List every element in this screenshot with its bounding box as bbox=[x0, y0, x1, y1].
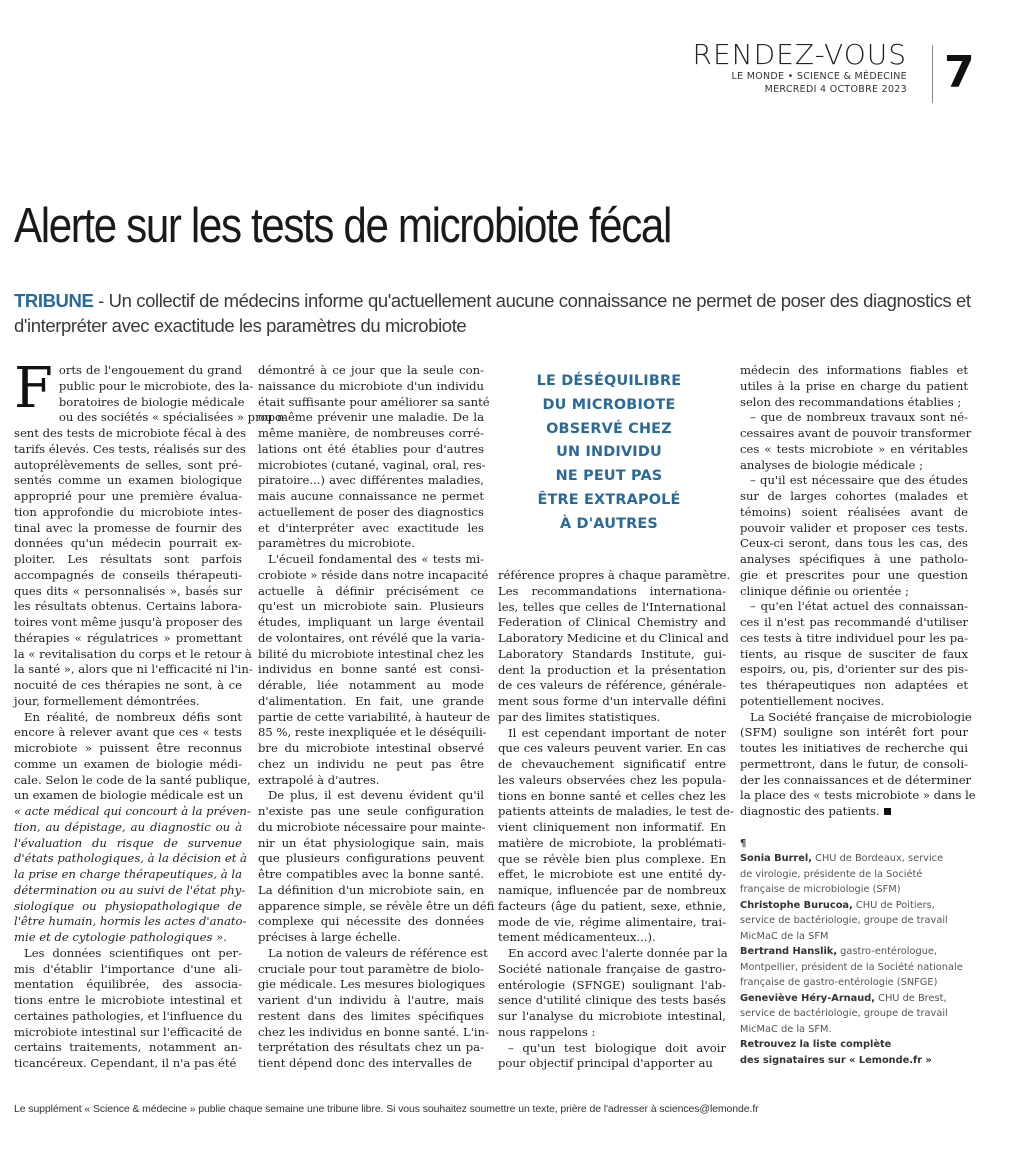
body-text-line: de chevauchement significatif entre bbox=[498, 757, 726, 771]
publication-name: LE MONDE • SCIENCE & MÉDECINE bbox=[731, 71, 907, 82]
body-text-line: terprétation des résultats chez un pa- bbox=[258, 1040, 484, 1055]
body-text-line: référence propres à chaque paramètre. bbox=[498, 568, 731, 582]
body-text-line: détermination ou au suivi de l'état phy- bbox=[14, 882, 246, 897]
page-number: 7 bbox=[944, 47, 975, 98]
body-text-line: bilité du microbiote intestinal chez les bbox=[258, 646, 484, 661]
signatory-name: Sonia Burrel, bbox=[740, 853, 812, 864]
body-text-line: tient dépend donc des intervalles de bbox=[258, 1056, 473, 1070]
body-text-line: apparence simple, se révèle être un défi bbox=[258, 898, 495, 913]
body-text-line: microbiote intestinal sur l'efficacité de bbox=[14, 1024, 242, 1039]
body-text-line: même manière, de nombreuses corré- bbox=[258, 426, 484, 440]
body-text-line: témoins) soient réalisées avant de bbox=[740, 504, 968, 519]
body-text-line: diagnostic des patients. bbox=[740, 804, 968, 820]
body-text-line: Il est cependant important de noter bbox=[508, 725, 726, 740]
body-text-line: tement médicamenteux...). bbox=[498, 930, 656, 945]
body-text-line: par des limites statistiques. bbox=[498, 709, 661, 724]
body-text-line: n'existe pas une seule configuration bbox=[258, 804, 484, 818]
body-text-line: Federation of Clinical Chemistry and bbox=[498, 615, 726, 630]
body-text-line: chez les individus en bonne santé. L'in- bbox=[258, 1024, 489, 1039]
body-text-line: Laboratory Standards Institute, gui- bbox=[498, 646, 726, 661]
body-text-line: était suffisante pour améliorer sa santé bbox=[258, 394, 490, 409]
body-text-line: chez un individu ne peut pas être bbox=[258, 756, 484, 771]
body-text-line: « acte médical qui concourt à la préven- bbox=[14, 804, 251, 818]
body-text-line: d'alimentation. En fait, une grande bbox=[258, 693, 484, 708]
body-text-line: sur de larges cohortes (malades et bbox=[740, 489, 968, 503]
body-text-line: cale. Selon le code de la santé publique, bbox=[14, 772, 251, 787]
body-text-line: qu'est un microbiote sain. Plusieurs bbox=[258, 599, 484, 614]
article-column-4 bbox=[740, 363, 976, 820]
body-text-line: vient cliniquement non informatif. En bbox=[498, 820, 726, 834]
body-text-line: dérable, liée notamment au mode bbox=[258, 678, 484, 692]
signatory-affiliation: service de bactériologie, groupe de travail bbox=[740, 1008, 948, 1019]
end-of-article-icon bbox=[884, 808, 891, 815]
signatory-affiliation: française de gastro-entérologie (SNFGE) bbox=[740, 977, 938, 988]
body-text-line: données qu'un médecin pourrait ex- bbox=[14, 536, 242, 551]
body-text-line: et d'interpréter avec exactitude les bbox=[258, 520, 484, 535]
signatory-affiliation: CHU de Bordeaux, service bbox=[811, 853, 944, 864]
body-text-line: dent la production et la présentation bbox=[498, 662, 726, 677]
body-text-line: pouvoir valider et proposer ces tests. bbox=[740, 520, 968, 535]
body-text-line: siologique ou physiopathologique de bbox=[14, 898, 242, 913]
signatories-link-text: des signataires sur « Lemonde.fr » bbox=[740, 1054, 932, 1066]
body-text-line: ques dits « personnalisés », basés sur bbox=[14, 583, 242, 598]
body-text-line: certains traitements, notamment an- bbox=[14, 1040, 242, 1055]
signatory-affiliation: de virologie, présidente de la Société bbox=[740, 868, 923, 880]
signatory bbox=[740, 851, 980, 867]
body-text-line: sence d'utilité clinique des tests basés bbox=[498, 993, 726, 1008]
body-text-line: tion, au dépistage, au diagnostic ou à bbox=[14, 819, 242, 834]
body-text-line: partie de cette variabilité, à hauteur de bbox=[258, 709, 490, 724]
body-text-line: – qu'il est nécessaire que des études bbox=[750, 473, 968, 488]
signatory-name: Geneviève Héry-Arnaud, bbox=[740, 992, 875, 1004]
body-text-line: (SFM) souligne son intérêt fort pour bbox=[740, 725, 968, 740]
body-text-line: que plusieurs configurations peuvent bbox=[258, 851, 484, 866]
body-text-line: Société nationale française de gastro- bbox=[498, 961, 726, 976]
body-text-line: la santé », alors que ni l'efficacité ni l'in- bbox=[14, 662, 253, 677]
article-headline: Alerte sur les tests de microbiote fécal bbox=[14, 199, 671, 253]
body-text-line: mie et de cytologie pathologiques ». bbox=[14, 930, 227, 944]
body-text-line: clinique définie ou orientée ; bbox=[740, 583, 909, 598]
article-lede bbox=[14, 288, 1004, 338]
body-text-line: orts de l'engouement du grand bbox=[58, 363, 242, 377]
body-text-line: facteurs (âge du patient, sexe, ethnie, bbox=[498, 898, 726, 913]
body-text-line: De plus, il est devenu évident qu'il bbox=[268, 788, 484, 803]
body-text-line: médecin des informations fiables et bbox=[740, 363, 968, 377]
body-text-line: sent des tests de microbiote fécal à des bbox=[14, 426, 247, 440]
body-text-line: L'écueil fondamental des « tests mi- bbox=[268, 552, 484, 566]
signatory-name: Bertrand Hanslik, bbox=[740, 946, 838, 957]
body-text-line: nocuité de ces thérapies ne sont, à ce bbox=[14, 678, 242, 692]
body-text-line: Les recommandations internationa- bbox=[498, 583, 726, 598]
pilcrow-icon: ¶ bbox=[740, 838, 747, 849]
pull-quote bbox=[512, 370, 706, 537]
body-text-line: Les données scientifiques ont per- bbox=[24, 945, 242, 960]
body-text-line: paramètres du microbiote. bbox=[258, 536, 415, 551]
body-text-line: de volontaires, ont révélé que la varia- bbox=[258, 630, 485, 645]
signatures bbox=[740, 836, 980, 1068]
body-text-line: En accord avec l'alerte donnée par la bbox=[508, 946, 728, 960]
body-text-line: les valeurs observées chez les popula- bbox=[498, 772, 726, 787]
article-column-3 bbox=[498, 568, 734, 1072]
body-text-line: der les connaissances et de déterminer bbox=[740, 772, 972, 787]
body-text-line: La notion de valeurs de référence est bbox=[268, 945, 488, 960]
body-text-line: démontré à ce jour que la seule con- bbox=[258, 363, 484, 377]
body-text-line: thérapies « régulatrices » promettant bbox=[14, 630, 242, 645]
footer-note: Le supplément « Science & médecine » publie chaque semaine une tribune libre. Si vous souhaitez soumettre un texte, prière de l'adresser à sciences@lemonde.fr bbox=[14, 1103, 759, 1115]
body-text-line: d'états pathologiques, à la décision et à bbox=[14, 851, 247, 866]
body-text-line: mis d'établir l'importance d'une ali- bbox=[14, 961, 242, 976]
body-text-line: sur l'analyse du microbiote intestinal, bbox=[498, 1009, 726, 1023]
body-text-line: toires vont même jusqu'à proposer des bbox=[14, 615, 243, 629]
masthead bbox=[693, 40, 907, 96]
body-text-line: – qu'en l'état actuel des connaissan- bbox=[750, 599, 968, 614]
body-text-line: études, impliquant un large éventail bbox=[258, 615, 484, 629]
body-text-line: du microbiote nécessaire pour mainte- bbox=[258, 819, 486, 834]
body-text-line: entérologie (SFNGE) soulignant l'ab- bbox=[498, 977, 726, 992]
body-text-line: que ces valeurs peuvent varier. En cas bbox=[498, 741, 726, 756]
body-text-line: cruciale pour tout paramètre de biolo- bbox=[258, 961, 484, 976]
body-text-line: la place des « tests microbiote » dans le bbox=[740, 788, 976, 803]
body-text-line: crobiote » réside dans notre incapacité bbox=[258, 567, 489, 582]
body-text-line: matière de microbiote, la problémati- bbox=[498, 835, 726, 850]
body-text-line: gie médicale. Les mesures biologiques bbox=[258, 977, 486, 992]
body-text-line: autoprélèvements de selles, sont pré- bbox=[14, 457, 242, 472]
signatory-affiliation: française de microbiologie (SFM) bbox=[740, 884, 901, 895]
pull-quote-line: LE DÉSÉQUILIBRE bbox=[536, 373, 682, 389]
signatory bbox=[740, 944, 980, 960]
body-text-line: restent dans des limites spécifiques bbox=[258, 1008, 484, 1023]
signatory-affiliation: service de bactériologie, groupe de travail bbox=[740, 915, 948, 926]
body-text-line: certaines pathologies, et l'influence du bbox=[14, 1008, 243, 1023]
body-text-line: nous rappelons : bbox=[498, 1024, 596, 1039]
body-text-line: actuelle à définir précisément ce bbox=[258, 583, 484, 598]
body-text-line: de ces valeurs de référence, générale- bbox=[498, 678, 726, 693]
body-text-line: ment sous forme d'un intervalle défini bbox=[498, 694, 726, 708]
body-text-line: extrapolé à d'autres. bbox=[258, 772, 380, 787]
body-text-line: les résultats obtenus. Certains labora- bbox=[14, 599, 242, 614]
body-text-line: tes thérapeutiques non adaptées et bbox=[740, 678, 968, 692]
body-text-line: que se révèle bien plus complexe. En bbox=[498, 851, 726, 866]
lede-text: - Un collectif de médecins informe qu'actuellement aucune connaissance ne permet de poser des diagnostics et d'interpréter avec exactitude les paramètres du microbiote bbox=[14, 290, 971, 336]
body-text-line: La définition d'un microbiote sain, en bbox=[258, 882, 484, 897]
drop-cap: F bbox=[14, 356, 53, 421]
body-text-line: espoirs, ou, pis, d'orienter sur des pis- bbox=[740, 662, 968, 677]
body-text-line: encore à relever avant que ces « tests bbox=[14, 725, 242, 740]
pull-quote-line: ÊTRE EXTRAPOLÉ bbox=[537, 491, 681, 508]
body-text-line: complexe qui nécessite des données bbox=[258, 914, 484, 929]
body-text-line: effet, le microbiote est une entité dy- bbox=[498, 867, 726, 882]
body-text-line: l'être humain, hormis les actes d'anato- bbox=[14, 914, 247, 929]
body-text-line: gie et prescrites pour une question bbox=[740, 567, 968, 582]
article-column-2 bbox=[258, 363, 495, 1072]
body-text-line: comme un examen de biologie médi- bbox=[14, 756, 242, 771]
signatory-affiliation: Montpellier, président de la Société nationale bbox=[740, 961, 963, 973]
body-text-line: nir un état physiologique sain, mais bbox=[258, 835, 484, 850]
body-text-line: analyses de biologie médicale ; bbox=[740, 457, 923, 472]
body-text-line: sentés comme un examen biologique bbox=[14, 473, 242, 488]
body-text-line: cessaires avant de pouvoir transformer bbox=[740, 426, 972, 440]
body-text-line: tions entre le microbiote intestinal et bbox=[14, 993, 242, 1007]
body-text-line: permettront, dans le futur, de consoli- bbox=[740, 756, 968, 771]
body-text-line: mais aucune connaissance ne permet bbox=[258, 489, 484, 503]
body-text-line: toutes les initiatives de recherche qui bbox=[740, 741, 968, 755]
body-text-line: ploiter. Les résultats sont parfois bbox=[14, 552, 242, 566]
body-text-line: actuellement de poser des diagnostics bbox=[258, 504, 484, 519]
body-text-line: analyses spécifiques à une patholo- bbox=[740, 552, 968, 566]
body-text-line: individus en bonne santé est consi- bbox=[258, 662, 484, 677]
body-text-line: accompagnés de conseils thérapeuti- bbox=[14, 567, 242, 582]
body-text-line: tarifs élevés. Ces tests, réalisés sur des bbox=[14, 441, 246, 456]
body-text-line: boratoires de biologie médicale bbox=[58, 394, 245, 409]
body-text-line: ces « tests microbiote » en véritables bbox=[740, 441, 968, 456]
body-text-line: tions en bonne santé et celles chez les bbox=[498, 788, 726, 803]
body-text-line: naissance du microbiote d'un individu bbox=[258, 378, 484, 393]
body-text-line: la prise en charge thérapeutiques, à la bbox=[14, 867, 242, 881]
body-text-line: En réalité, de nombreux défis sont bbox=[24, 709, 242, 724]
body-text-line: bre du microbiote intestinal observé bbox=[258, 741, 484, 755]
body-text-line: utiles à la prise en charge du patient bbox=[740, 378, 968, 393]
body-text-line: potentiellement nocives. bbox=[740, 693, 885, 708]
body-text-line: ces tests à titre individuel pour les pa- bbox=[740, 630, 968, 645]
body-text-line: ticancéreux. Cependant, il n'a pas été bbox=[14, 1056, 237, 1070]
signatory-affiliation: gastro-entérologue, bbox=[837, 946, 938, 957]
body-text-line: microbiote » puissent être reconnus bbox=[14, 741, 242, 755]
signatory-name: Christophe Burucoa, bbox=[740, 899, 853, 911]
body-text-line: pour objectif principal d'apporter au bbox=[498, 1056, 713, 1071]
body-text-line: piratoire...) avec différentes maladies, bbox=[258, 473, 484, 488]
body-text-line: la « revitalisation du corps et le retour à bbox=[14, 646, 252, 661]
signatory bbox=[740, 898, 980, 914]
body-text-line: mentation équilibrée, des associa- bbox=[14, 977, 242, 992]
masthead-divider bbox=[932, 45, 933, 103]
body-text-line: microbiotes (cutané, vaginal, oral, res- bbox=[258, 457, 486, 472]
body-text-line: – qu'un test biologique doit avoir bbox=[508, 1040, 726, 1055]
body-text-line: précises à large échelle. bbox=[258, 930, 401, 944]
body-text-line: lations ont été établies pour d'autres bbox=[258, 441, 484, 456]
signatory-affiliation: MicMaC de la SFM bbox=[740, 930, 829, 942]
body-text-line: approprié pour une première évalua- bbox=[14, 489, 242, 503]
lede-kicker: TRIBUNE bbox=[14, 290, 94, 311]
body-text-line: – que de nombreux travaux sont né- bbox=[750, 410, 968, 425]
body-text-line: public pour le microbiote, des la- bbox=[58, 378, 254, 393]
signatory-affiliation: CHU de Poitiers, bbox=[852, 899, 935, 911]
signatory bbox=[740, 991, 980, 1007]
body-text-line: Ceux-ci seront, dans tous les cas, des bbox=[740, 536, 968, 551]
body-text-line: namique, influencée par de nombreux bbox=[498, 883, 726, 897]
body-text-line: tion approfondie du microbiote intes- bbox=[14, 504, 242, 519]
body-text-line: les, telles que celles de l'International bbox=[498, 599, 726, 614]
pull-quote-line: À D'AUTRES bbox=[560, 515, 658, 532]
pull-quote-line: UN INDIVIDU bbox=[556, 444, 662, 461]
body-text-line: un examen de biologie médicale est un bbox=[14, 788, 244, 803]
body-text-line: varient d'un individu à l'autre, mais bbox=[258, 993, 484, 1007]
body-text-line: ou même prévenir une maladie. De la bbox=[258, 410, 484, 425]
body-text-line: tients, au risque de susciter de faux bbox=[740, 646, 968, 661]
pull-quote-line: DU MICROBIOTE bbox=[542, 396, 676, 413]
pull-quote-line: NE PEUT PAS bbox=[555, 468, 663, 485]
pull-quote-line: OBSERVÉ CHEZ bbox=[546, 420, 672, 437]
body-text-line: être compatibles avec la bonne santé. bbox=[258, 867, 484, 881]
body-text-line: l'évaluation du risque de survenue bbox=[14, 835, 242, 850]
signatories-link-text: Retrouvez la liste complète bbox=[740, 1039, 892, 1050]
body-text-line: selon des recommandations établies ; bbox=[740, 394, 962, 409]
body-text-line: patients atteints de maladies, le test de- bbox=[498, 804, 734, 819]
body-text-line: ces il n'est pas recommandé d'utiliser bbox=[740, 615, 968, 629]
section-title: RENDEZ-VOUS bbox=[692, 38, 907, 71]
body-text-line: 85 %, reste inexpliquée et le déséquili- bbox=[258, 725, 487, 740]
body-text-line: tinal avec la promesse de fournir des bbox=[14, 520, 242, 535]
signatory-affiliation: MicMaC de la SFM. bbox=[740, 1023, 832, 1035]
article-column-1 bbox=[14, 356, 286, 1072]
body-text-line: Laboratory Medicine et du Clinical and bbox=[498, 631, 729, 645]
publication-date: MERCREDI 4 OCTOBRE 2023 bbox=[764, 84, 907, 95]
body-text-line: jour, formellement démontrées. bbox=[14, 693, 200, 708]
signatory-affiliation: CHU de Brest, bbox=[874, 992, 947, 1004]
body-text-line: mode de vie, régime alimentaire, trai- bbox=[498, 914, 726, 929]
body-text-line: ou des sociétés « spécialisées » propo- bbox=[58, 410, 286, 425]
body-text-line: La Société française de microbiologie bbox=[750, 709, 972, 724]
